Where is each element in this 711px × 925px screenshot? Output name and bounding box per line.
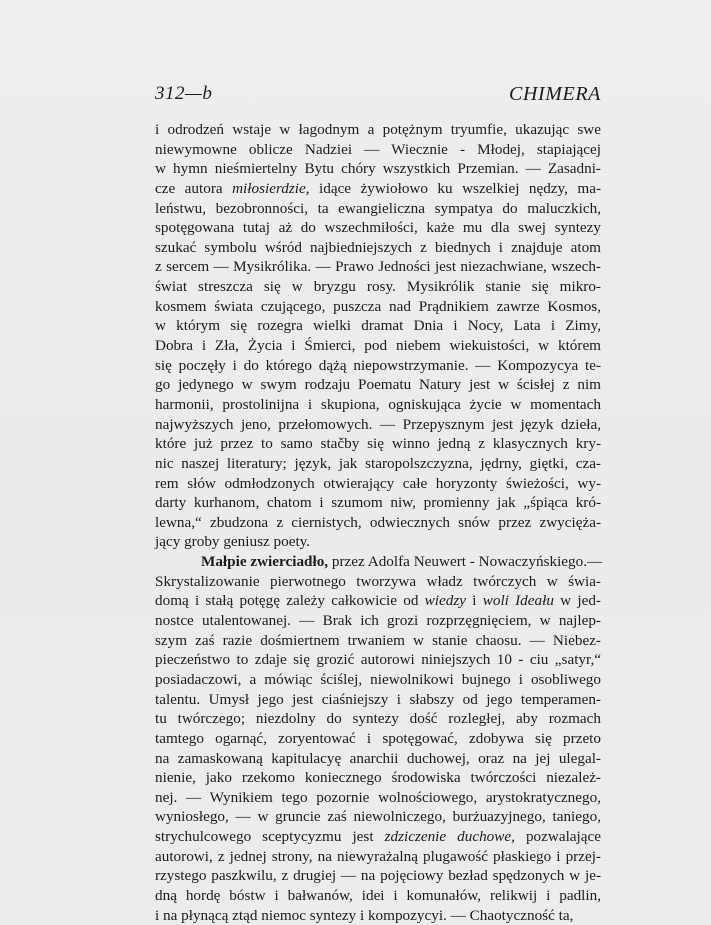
text-run: dną hordę bóstw i bałwanów, idei i komunałów, relikwij i padlin,	[155, 886, 601, 904]
text-run: pozwalające	[514, 828, 601, 846]
review-heading-line	[155, 552, 601, 572]
text-run: domą i stałą potęgę zależy całkowicie od	[155, 592, 425, 610]
text-line	[155, 690, 601, 710]
text-run: wyniosłego, — w gruncie zaś niewolniczego, burżuazyjnego, taniego,	[155, 808, 601, 826]
text-run: kosmem świata czującego, puszcza nad Prądnikiem zawrze Kosmos,	[155, 297, 601, 315]
italic-emphasis: wiedzy	[424, 592, 467, 610]
text-run: nostce utalentowanej. — Brak ich grozi rozprzęgnięciem, w najlep-	[155, 612, 601, 630]
text-line	[155, 866, 601, 886]
text-line	[155, 297, 601, 317]
text-line	[155, 277, 601, 297]
italic-emphasis: zdziczenie duchowe,	[384, 828, 515, 846]
text-run: i	[466, 592, 483, 610]
text-run: niewymowne oblicze Nadziei — Wiecznie - Młodej, stapiającej	[155, 140, 601, 158]
text-line	[155, 199, 601, 219]
text-run: na zamaskowaną kapitulacyę anarchii duchowej, oraz na jej ulegal-	[155, 749, 601, 767]
text-run: nic naszej literatury; język, jak staropolszczyzna, jędrny, giętki, cza-	[155, 454, 601, 472]
text-run: i odrodzeń wstaje w łagodnym a potężnym tryumfie, ukazując swe	[155, 121, 601, 138]
text-line	[155, 415, 601, 435]
text-line	[155, 356, 601, 376]
text-run: szym zaś razie dośmiertnem trwaniem w stanie chaosu. — Niebez-	[155, 631, 601, 649]
text-line	[155, 218, 601, 238]
text-run: talentu. Umysł jego jest ciaśniejszy i słabszy od jego temperamen-	[155, 690, 601, 708]
text-run: szukać symbolu wśród najbiedniejszych z biednych i znajduje atom	[155, 238, 601, 256]
text-line	[155, 709, 601, 729]
text-line	[155, 434, 601, 454]
text-run: się poczęły i do którego dążą niepowstrzymanie. — Kompozycya te-	[155, 356, 601, 374]
text-run: w hymn nieśmiertelny Bytu chóry wszystkich Przemian. — Zasadni-	[155, 160, 601, 178]
italic-emphasis: woli Ideału	[482, 592, 554, 610]
text-run: i na płynącą ztąd niemoc syntezy i kompozycyi. — Chaotyczność ta,	[155, 906, 574, 924]
text-line	[155, 650, 601, 670]
text-run: świat streszcza się w bryzgu rosy. Mysikrólik stanie się mikro-	[155, 278, 601, 296]
text-run: strychulcowego sceptycyzmu jest	[155, 828, 385, 846]
text-line	[155, 336, 601, 356]
italic-emphasis: miłosierdzie,	[232, 179, 310, 197]
text-line	[155, 179, 601, 199]
text-line	[155, 886, 601, 906]
text-run: najwyższych jeno, przełomowych. — Przepysznym jest język dzieła,	[155, 415, 601, 433]
text-run: przez Adolfa Neuwert - Nowaczyńskiego.—	[328, 553, 603, 571]
text-run: harmonii, prostolinijna i skupiona, ogniskująca życie w momentach	[155, 395, 601, 413]
text-run: jący groby geniusz poety.	[155, 533, 311, 551]
text-line	[155, 395, 601, 415]
text-run: idące żywiołowo ku wszelkiej nędzy, ma-	[309, 179, 601, 197]
text-run: rzystego paszkwilu, z drugiej — na pojęciowy bezład spędzonych w je-	[155, 867, 601, 885]
text-line	[155, 532, 601, 552]
text-line	[155, 749, 601, 769]
running-title: CHIMERA	[509, 83, 601, 105]
text-line	[155, 140, 601, 160]
text-line	[155, 572, 601, 592]
text-run: cze autora	[155, 179, 233, 197]
text-run: nienie, jako rzekomo koniecznego środowiska twórczości niezależ-	[155, 769, 601, 787]
page-header	[155, 83, 601, 109]
bold-title: Małpie zwierciadło,	[201, 553, 329, 571]
text-line	[155, 768, 601, 788]
text-line	[155, 807, 601, 827]
text-line	[155, 159, 601, 179]
text-line	[155, 847, 601, 867]
text-run: posiadaczowi, a mówiąc ściślej, niewolnikowi bujnego i osobliwego	[155, 670, 601, 688]
text-run: lewna,“ zbudzona z ciernistych, odwiecznych snów przez zwycięża-	[155, 513, 601, 531]
text-line	[155, 513, 601, 533]
text-line	[155, 591, 601, 611]
text-line	[155, 375, 601, 395]
text-run: autorowi, z jednej strony, na niewyrażalną plugawość płaskiego i przej-	[155, 847, 601, 865]
text-run: spotęgowana tutaj aż do wszechmiłości, każe mu dla swej syntezy	[155, 219, 601, 237]
text-line	[155, 257, 601, 277]
text-run: w jed-	[553, 592, 601, 610]
text-line	[155, 454, 601, 474]
text-run: Skrystalizowanie pierwotnego tworzywa władz twórczych w świa-	[155, 572, 601, 590]
text-run: w którym się rozegra wielki dramat Dnia i Nocy, Lata i Zimy,	[155, 317, 601, 335]
text-line	[155, 316, 601, 336]
text-line	[155, 238, 601, 258]
text-line	[155, 611, 601, 631]
text-line	[155, 120, 601, 140]
text-line	[155, 827, 601, 847]
text-run: z sercem — Mysikrólika. — Prawo Jedności jest niezachwiane, wszech-	[155, 258, 601, 276]
body-text	[155, 120, 601, 925]
text-line	[155, 493, 601, 513]
text-run: pieczeństwo to zdaje się grozić autorowi niniejszych 10 - ciu „satyr,“	[155, 651, 601, 669]
text-run: tu twórczego; niezdolny do syntezy dość rozległej, aby rozmach	[155, 710, 601, 728]
text-line	[155, 729, 601, 749]
text-line	[155, 631, 601, 651]
text-line	[155, 788, 601, 808]
text-run: leństwu, bezobronności, ta ewangieliczna sympatya do maluczkich,	[155, 199, 601, 217]
text-line	[155, 474, 601, 494]
text-run: tamtego ogarnąć, zoryentować i spotęgować, zdobywa się przeto	[155, 729, 601, 747]
text-run: Dobra i Zła, Życia i Śmierci, pod niebem wiekuistości, w którem	[155, 337, 601, 355]
text-run: rem słów odmłodzonych otwierający całe horyzonty świeżości, wy-	[155, 474, 601, 492]
text-line	[155, 906, 601, 925]
text-run: które już przez to samo stačby się winno jedną z klasycznych kry-	[155, 435, 601, 453]
text-line	[155, 670, 601, 690]
text-run: darty kurhanom, chatom i szumom niw, promienny jak „śpiąca kró-	[155, 494, 601, 512]
text-run: go jedynego w swym rodzaju Poematu Natury jest w ścisłej z nim	[155, 376, 601, 394]
text-run: nej. — Wynikiem tego pozornie wolnościowego, arystokratycznego,	[155, 788, 601, 806]
page-number: 312—b	[155, 83, 213, 104]
